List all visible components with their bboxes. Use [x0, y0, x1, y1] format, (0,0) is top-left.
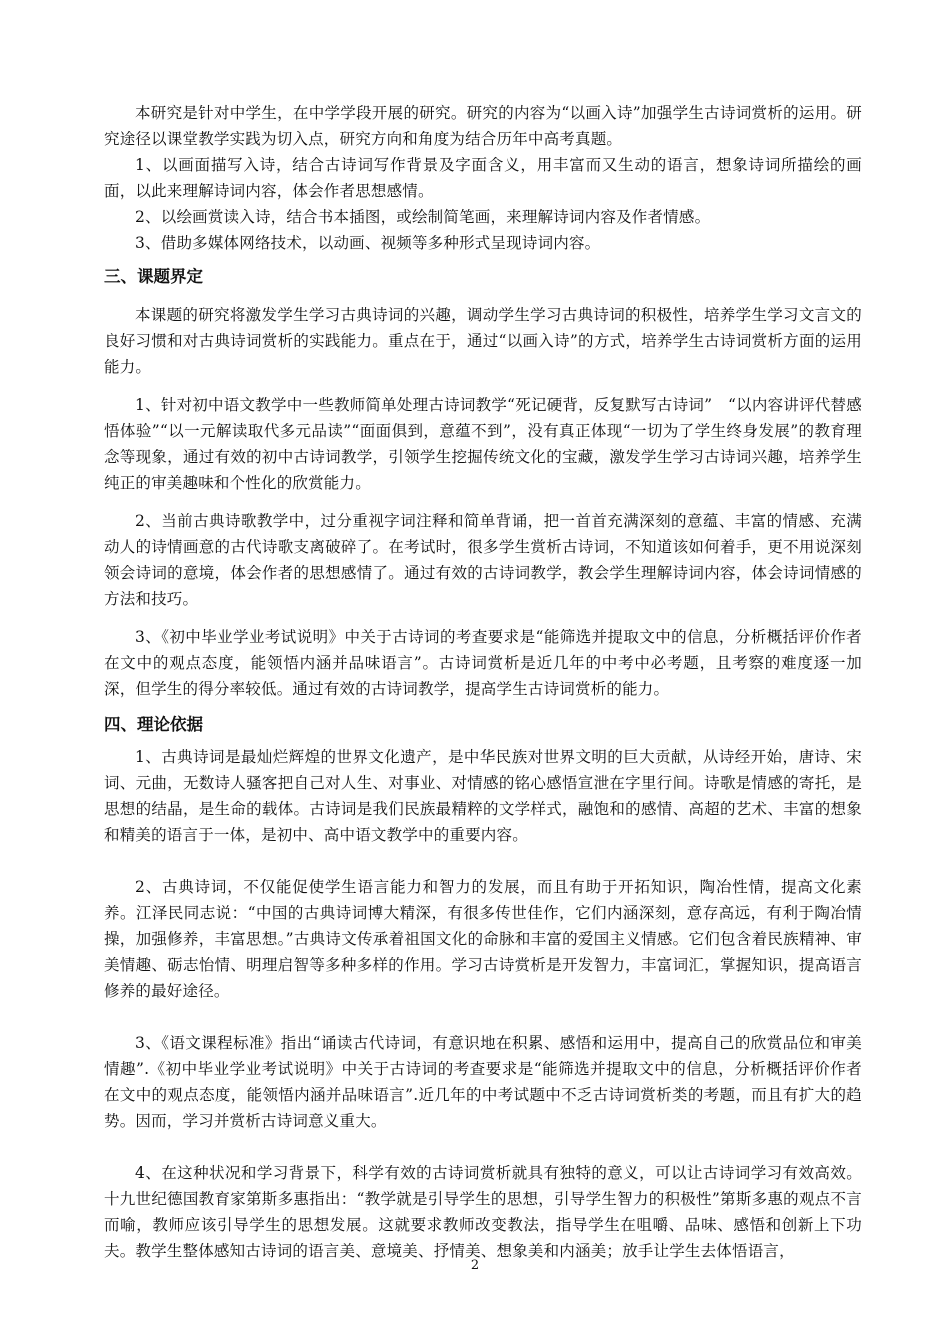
section-3-item-1: 1、针对初中语文教学中一些教师简单处理古诗词教学“死记硬背，反复默写古诗词” “以内容讲评代替感悟体验”“以一元解读取代多元品读”“面面俱到，意蕴不到”，没有真正体现“一切为了学生终身发展”的教育理念等现象，通过有效的初中古诗词教学，引领学生挖掘传统文化的宝藏，激发学生学习古诗词兴趣，培养学生纯正的审美趣味和个性化的欣赏能力。 [104, 396, 862, 492]
intro-item-1: 1、以画面描写入诗，结合古诗词写作背景及字面含义，用丰富而又生动的语言，想象诗词所描绘的画面，以此来理解诗词内容，体会作者思想感情。 [104, 156, 862, 200]
section-4-item-2: 2、古典诗词，不仅能促使学生语言能力和智力的发展，而且有助于开拓知识，陶冶性情，提高文化素养。江泽民同志说：“中国的古典诗词博大精深，有很多传世佳作，它们内涵深刻，意存高远，有利于陶冶情操，加强修养，丰富思想。”古典诗文传承着祖国文化的命脉和丰富的爱国主义情感。它们包含着民族精神、审美情趣、砺志怡情、明理启智等多种多样的作用。学习古诗赏析是开发智力，丰富词汇，掌握知识，提高语言修养的最好途径。 [104, 878, 862, 1000]
section-3-item-2: 2、当前古典诗歌教学中，过分重视字词注释和简单背诵，把一首首充满深刻的意蕴、丰富的情感、充满动人的诗情画意的古代诗歌支离破碎了。在考试时，很多学生赏析古诗词，不知道该如何着手，更不用说深刻领会诗词的意境，体会作者的思想感情了。通过有效的古诗词教学，教会学生理解诗词内容，体会诗词情感的方法和技巧。 [104, 512, 862, 608]
intro-paragraph: 本研究是针对中学生，在中学学段开展的研究。研究的内容为“以画入诗”加强学生古诗词赏析的运用。研究途径以课堂教学实践为切入点，研究方向和角度为结合历年中高考真题。 [104, 104, 862, 148]
page-number: 2 [470, 1258, 480, 1273]
intro-item-2: 2、以绘画赏读入诗，结合书本插图，或绘制简笔画，来理解诗词内容及作者情感。 [135, 208, 711, 226]
page-content [104, 100, 862, 1264]
section-3-paragraph: 本课题的研究将激发学生学习古典诗词的兴趣，调动学生学习古典诗词的积极性，培养学生学习文言文的良好习惯和对古典诗词赏析的实践能力。重点在于，通过“以画入诗”的方式，培养学生古诗词赏析方面的运用能力。 [104, 306, 862, 376]
section-4-item-4: 4、在这种状况和学习背景下，科学有效的古诗词赏析就具有独特的意义，可以让古诗词学习有效高效。十九世纪德国教育家第斯多惠指出：“教学就是引导学生的思想，引导学生智力的积极性”第斯多惠的观点不言而喻，教师应该引导学生的思想发展。这就要求教师改变教法，指导学生在咀嚼、品味、感悟和创新上下功夫。教学生整体感知古诗词的语言美、意境美、抒情美、想象美和内涵美；放手让学生去体悟语言， [104, 1164, 862, 1260]
intro-item-3: 3、借助多媒体网络技术，以动画、视频等多种形式呈现诗词内容。 [135, 234, 601, 252]
section-4-item-1: 1、古典诗词是最灿烂辉煌的世界文化遗产，是中华民族对世界文明的巨大贡献，从诗经开始，唐诗、宋词、元曲，无数诗人骚客把自己对人生、对事业、对情感的铭心感悟宣泄在字里行间。诗歌是情感的寄托，是思想的结晶，是生命的载体。古诗词是我们民族最精粹的文学样式，融饱和的感情、高超的艺术、丰富的想象和精美的语言于一体，是初中、高中语文教学中的重要内容。 [104, 748, 862, 844]
section-4-heading: 四、理论依据 [104, 715, 203, 734]
section-3-item-3: 3、《初中毕业学业考试说明》中关于古诗词的考查要求是“能筛选并提取文中的信息，分析概括评价作者在文中的观点态度，能领悟内涵并品味语言”。古诗词赏析是近几年的中考中必考题，且考察的难度逐一加深，但学生的得分率较低。通过有效的古诗词教学，提高学生古诗词赏析的能力。 [104, 628, 862, 698]
section-4-item-3: 3、《语文课程标准》指出“诵读古代诗词，有意识地在积累、感悟和运用中，提高自己的欣赏品位和审美情趣”.《初中毕业学业考试说明》中关于古诗词的考查要求是“能筛选并提取文中的信息，分析概括评价作者在文中的观点态度，能领悟内涵并品味语言”.近几年的中考试题中不乏古诗词赏析类的考题，而且有扩大的趋势。因而，学习并赏析古诗词意义重大。 [104, 1034, 862, 1130]
section-3-heading: 三、课题界定 [104, 267, 203, 286]
